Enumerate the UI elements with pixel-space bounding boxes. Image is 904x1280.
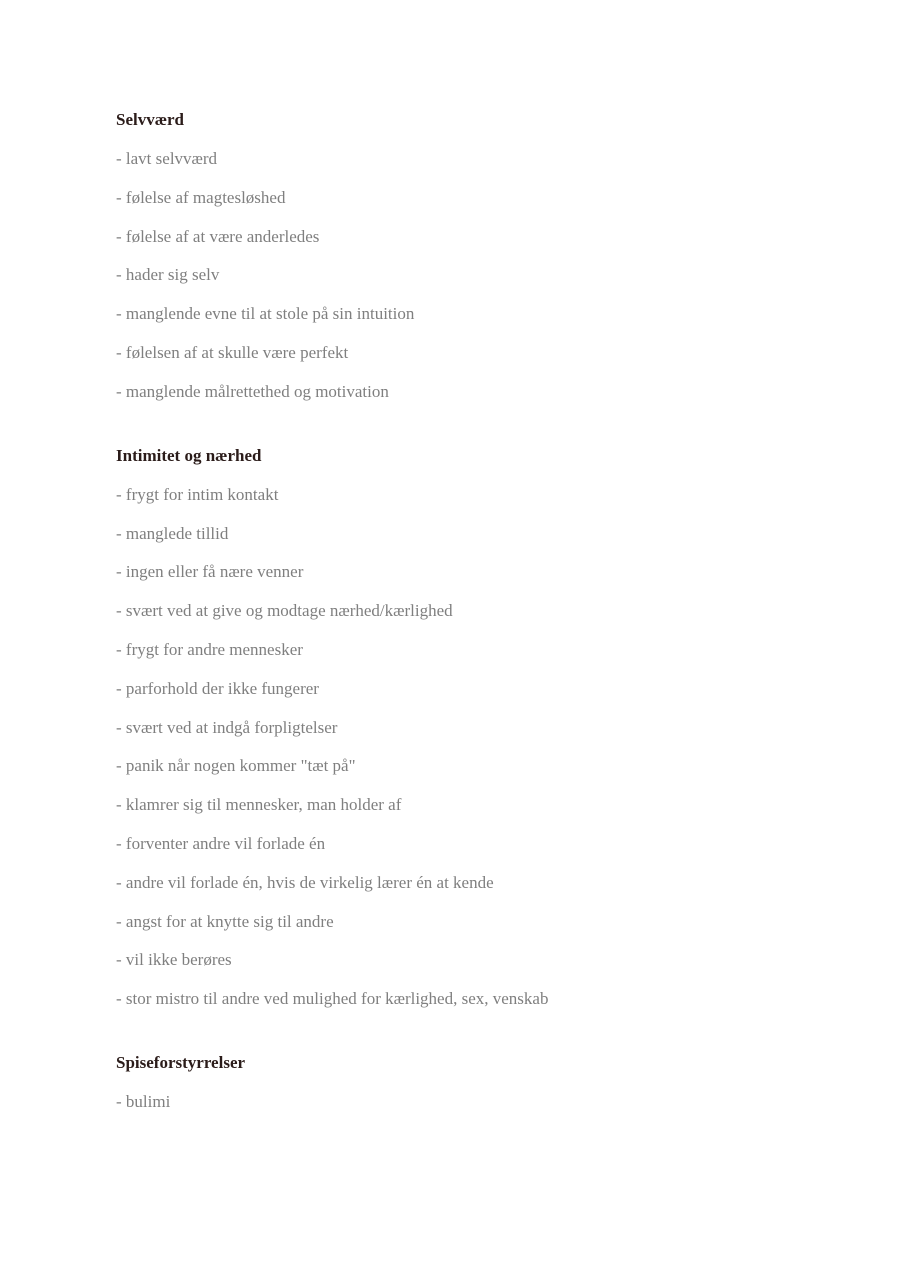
section-spiseforstyrrelser (116, 1050, 864, 1115)
list-item: - manglede tillid (116, 523, 229, 543)
list-item: - følelsen af at skulle være perfekt (116, 342, 349, 362)
list-item: - ingen eller få nære venner (116, 562, 304, 582)
list-item: - andre vil forlade én, hvis de virkelig lærer én at kende (116, 872, 494, 892)
list-item: - hader sig selv (116, 265, 220, 285)
section-heading: Spiseforstyrrelser (116, 1053, 246, 1073)
list-item: - svært ved at give og modtage nærhed/kærlighed (116, 601, 453, 621)
list-item: - angst for at knytte sig til andre (116, 911, 334, 931)
section-intimitet (116, 443, 864, 1012)
list-item: - manglende evne til at stole på sin intuition (116, 304, 415, 324)
list-item: - følelse af magtesløshed (116, 187, 286, 207)
list-item: - bulimi (116, 1092, 171, 1112)
list-item: - følelse af at være anderledes (116, 226, 320, 246)
list-item: - parforhold der ikke fungerer (116, 678, 319, 698)
list-item: - panik når nogen kommer "tæt på" (116, 756, 356, 776)
list-item: - forventer andre vil forlade én (116, 833, 326, 853)
list-item: - manglende målrettethed og motivation (116, 381, 389, 401)
list-item: - lavt selvværd (116, 149, 218, 168)
list-item: - frygt for intim kontakt (116, 484, 279, 504)
section-selvvaerd (116, 107, 864, 405)
section-heading: Selvværd (116, 110, 184, 129)
document-page (116, 107, 864, 1128)
list-item: - frygt for andre mennesker (116, 639, 303, 659)
section-heading: Intimitet og nærhed (116, 445, 262, 465)
list-item: - stor mistro til andre ved mulighed for kærlighed, sex, venskab (116, 989, 549, 1009)
list-item: - vil ikke berøres (116, 950, 232, 970)
list-item: - svært ved at indgå forpligtelser (116, 717, 338, 737)
list-item: - klamrer sig til mennesker, man holder af (116, 795, 402, 815)
